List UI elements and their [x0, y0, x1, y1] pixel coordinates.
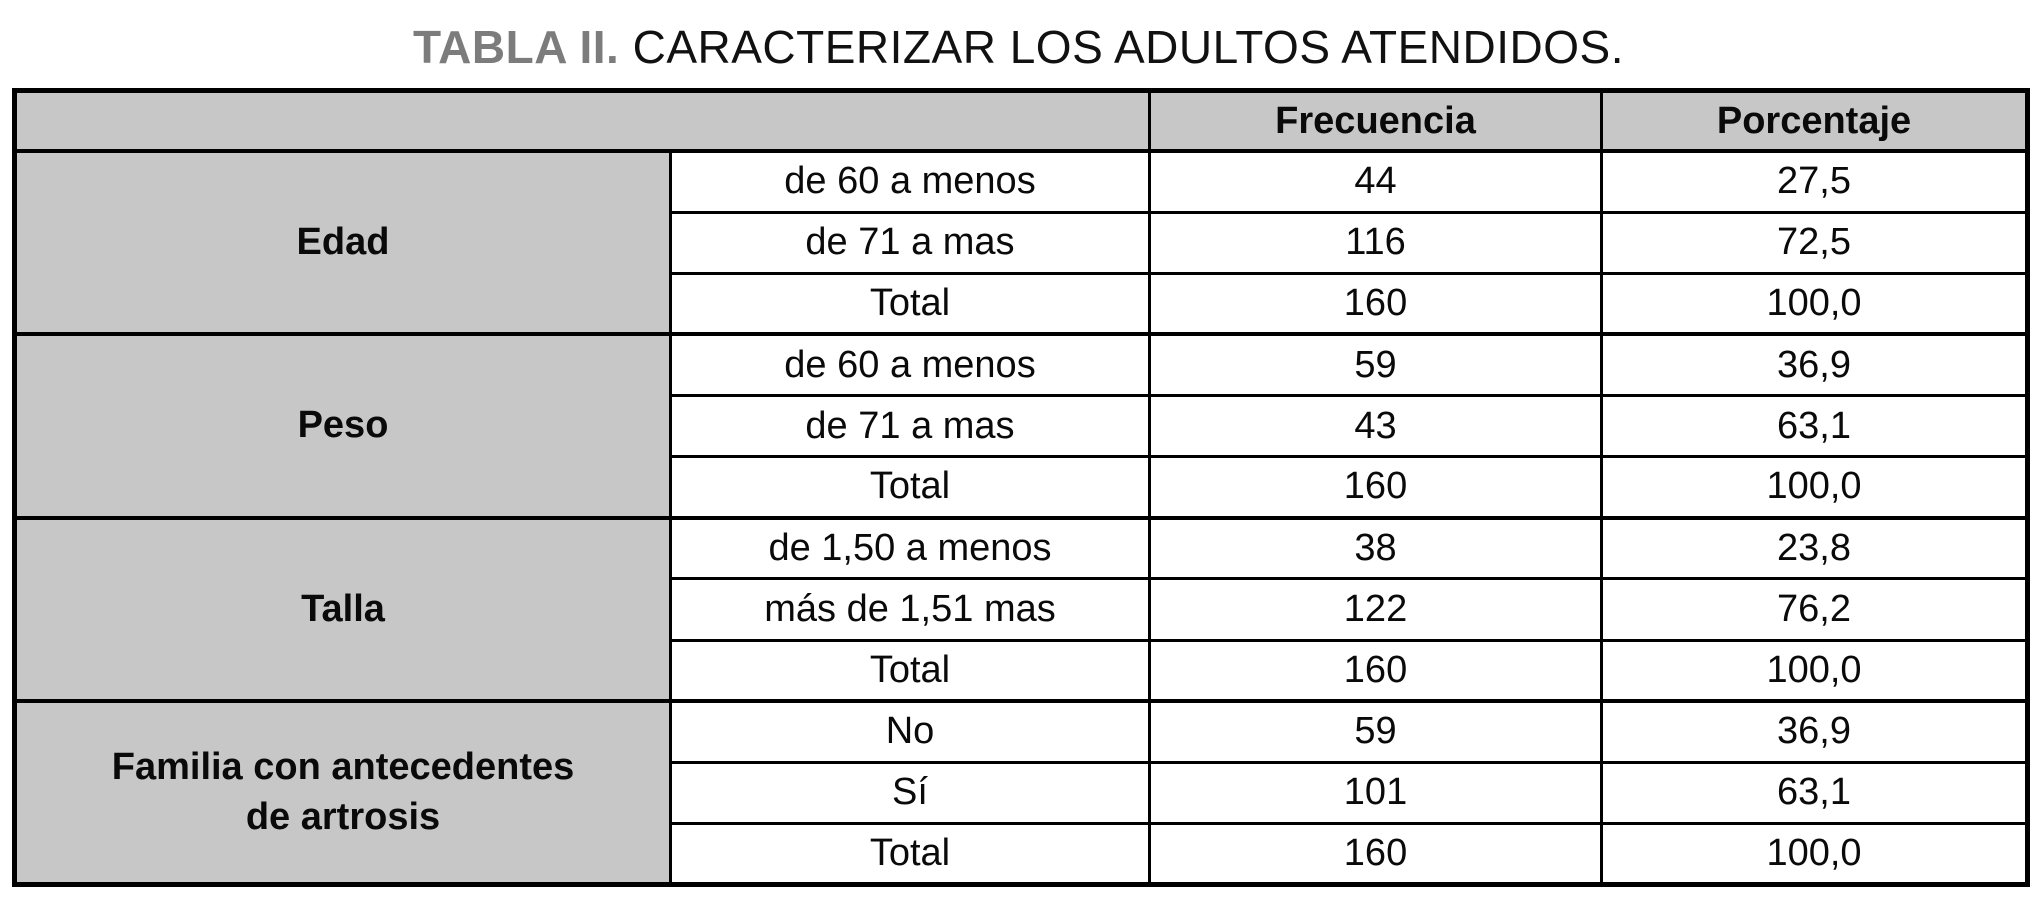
cell-frecuencia: 160 — [1150, 823, 1602, 884]
cell-frecuencia: 59 — [1150, 701, 1602, 762]
group-label-text: Talla — [301, 587, 385, 630]
group-talla — [15, 518, 2028, 701]
group-label-edad — [15, 151, 671, 334]
cell-porcentaje: 100,0 — [1602, 457, 2028, 518]
cell-category: Sí — [671, 762, 1150, 823]
cell-frecuencia: 160 — [1150, 273, 1602, 334]
group-label-text: Familia con antecedentes de artrosis — [111, 746, 575, 838]
cell-category: de 71 a mas — [671, 396, 1150, 457]
table-row — [15, 518, 2028, 579]
cell-frecuencia: 44 — [1150, 151, 1602, 212]
table-container — [12, 88, 2025, 887]
cell-porcentaje: 100,0 — [1602, 640, 2028, 701]
cell-porcentaje: 100,0 — [1602, 273, 2028, 334]
cell-category: Total — [671, 273, 1150, 334]
cell-category: Total — [671, 823, 1150, 884]
table-row — [15, 701, 2028, 762]
cell-frecuencia: 59 — [1150, 334, 1602, 395]
cell-frecuencia: 38 — [1150, 518, 1602, 579]
cell-porcentaje: 72,5 — [1602, 212, 2028, 273]
cell-frecuencia: 122 — [1150, 579, 1602, 640]
cell-category: más de 1,51 mas — [671, 579, 1150, 640]
group-label-text: Peso — [297, 404, 389, 447]
table-caption-label: TABLA II. — [412, 21, 620, 73]
table-row — [15, 334, 2028, 395]
cell-category: Total — [671, 457, 1150, 518]
header-porcentaje: Porcentaje — [1602, 91, 2028, 152]
cell-category: de 60 a menos — [671, 334, 1150, 395]
group-peso — [15, 334, 2028, 517]
group-edad — [15, 151, 2028, 334]
cell-porcentaje: 27,5 — [1602, 151, 2028, 212]
cell-category: de 1,50 a menos — [671, 518, 1150, 579]
cell-category: Total — [671, 640, 1150, 701]
cell-frecuencia: 160 — [1150, 457, 1602, 518]
data-table — [12, 88, 2030, 887]
cell-porcentaje: 23,8 — [1602, 518, 2028, 579]
cell-frecuencia: 43 — [1150, 396, 1602, 457]
group-label-talla — [15, 518, 671, 701]
cell-frecuencia: 160 — [1150, 640, 1602, 701]
cell-frecuencia: 101 — [1150, 762, 1602, 823]
table-row — [15, 151, 2028, 212]
cell-porcentaje: 63,1 — [1602, 762, 2028, 823]
group-familia-antecedentes — [15, 701, 2028, 884]
group-label-text: Edad — [296, 220, 390, 263]
cell-porcentaje: 63,1 — [1602, 396, 2028, 457]
header-empty-cell — [15, 91, 1150, 152]
cell-porcentaje: 76,2 — [1602, 579, 2028, 640]
table-caption-text: CARACTERIZAR LOS ADULTOS ATENDIDOS. — [632, 21, 1624, 73]
cell-frecuencia: 116 — [1150, 212, 1602, 273]
group-label-familia — [15, 701, 671, 884]
cell-porcentaje: 36,9 — [1602, 701, 2028, 762]
cell-category: de 60 a menos — [671, 151, 1150, 212]
cell-category: No — [671, 701, 1150, 762]
cell-porcentaje: 36,9 — [1602, 334, 2028, 395]
cell-category: de 71 a mas — [671, 212, 1150, 273]
cell-porcentaje: 100,0 — [1602, 823, 2028, 884]
group-label-peso — [15, 334, 671, 517]
header-row — [15, 91, 2028, 152]
header-frecuencia: Frecuencia — [1150, 91, 1602, 152]
table-caption — [0, 20, 2037, 74]
